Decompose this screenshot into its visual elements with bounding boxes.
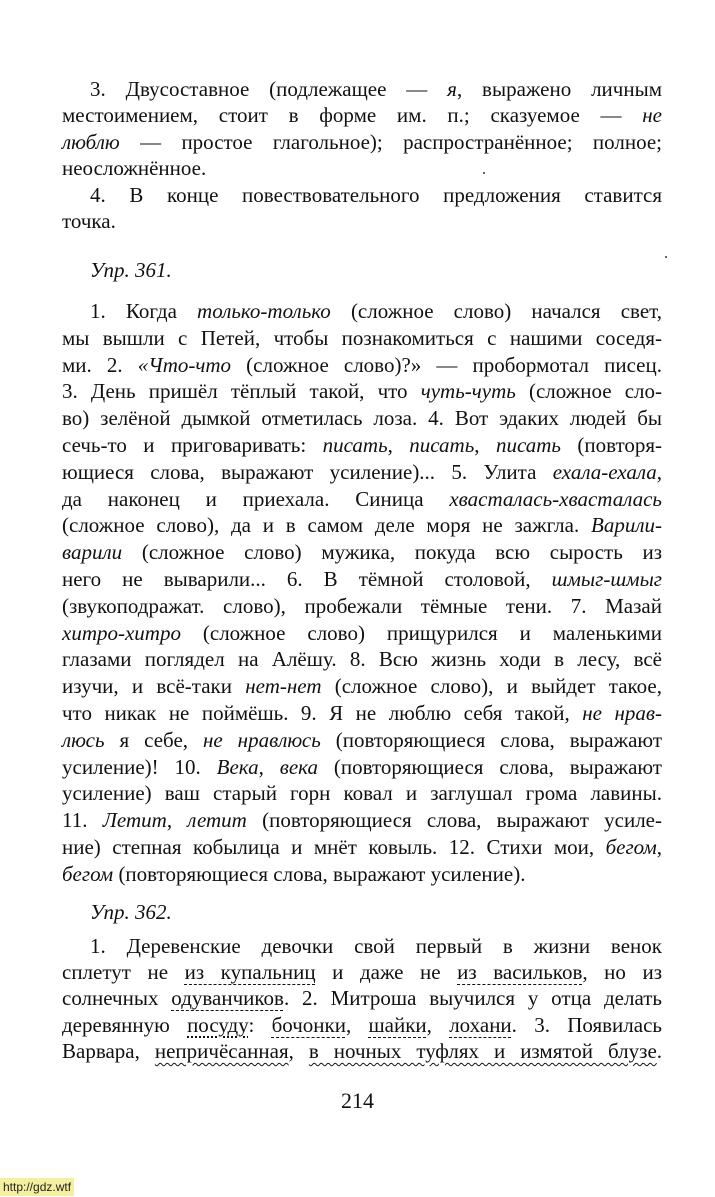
text-run: 11. (62, 808, 103, 833)
text-run: , (258, 754, 280, 779)
text-run: (сложное слово), да и в самом деле моря не зажгла. (62, 513, 592, 538)
text-run: . (656, 1038, 663, 1063)
text-line (90, 182, 662, 208)
text-line (62, 754, 662, 780)
text-run: , (426, 1012, 450, 1037)
italic-text: писать (495, 433, 561, 457)
text-run: Варвара, (62, 1038, 155, 1063)
text-line (62, 727, 662, 753)
text-run: усиление)! 10. (62, 754, 217, 779)
italic-text: хитро-хитро (62, 620, 181, 645)
watermark-link[interactable]: http://gdz.wtf (0, 1178, 74, 1196)
text-line (62, 1012, 662, 1038)
italic-text: Века (216, 754, 259, 779)
text-line (62, 807, 662, 833)
text-run: мы вышли с Петей, чтобы познакомиться с нашими соседя- (62, 325, 662, 350)
text-line (62, 620, 662, 646)
text-run: (повторяющиеся слова, выражают усиле- (246, 808, 662, 833)
text-run: , (474, 433, 496, 457)
text-run: изучи, и всё-таки (62, 674, 246, 699)
text-run: сечь-то и приговаривать: (62, 433, 323, 457)
underlined-text: шайки (368, 1012, 427, 1037)
underlined-text: из купальниц (184, 960, 316, 985)
italic-text: летит (187, 808, 247, 833)
text-run: (звукоподражат. слово), пробежали тёмные тени. 7. Мазай (62, 593, 662, 618)
italic-text: нет-нет (245, 674, 322, 699)
text-run: местоимением, стоит в форме им. п.; сказуемое — (62, 103, 643, 128)
text-line (62, 566, 662, 592)
text-line (62, 378, 662, 404)
exercise-heading: Упр. 361. (90, 258, 172, 282)
underlined-text: из васильков (457, 960, 583, 985)
italic-text: писать (409, 433, 475, 457)
text-line (62, 593, 662, 619)
italic-text: чуть-чуть (420, 379, 516, 404)
text-run: и даже не (315, 960, 458, 985)
underlined-text: бочонки (271, 1012, 346, 1037)
italic-text: люблю (62, 129, 120, 154)
text-run: (сложное слово)?» — пробормотал писец. (231, 352, 662, 377)
text-line (62, 325, 662, 351)
text-run: , но из (582, 960, 662, 985)
text-run: . 3. Появилась (511, 1012, 662, 1037)
italic-text: Варили- (591, 513, 662, 538)
italic-text: Летит (102, 808, 167, 833)
text-run: . 2. Митроша выучился у отца делать (283, 986, 662, 1011)
text-line (62, 861, 662, 887)
text-run: — простое глагольное); распространённое; полное; (119, 129, 662, 154)
text-line (62, 129, 662, 155)
page-number: 214 (341, 1088, 374, 1113)
italic-text: я (447, 77, 457, 101)
text-run: , (387, 433, 410, 457)
italic-text: варили (62, 540, 123, 565)
text-run: (сложное слово) начался свет, (330, 299, 662, 323)
text-line (62, 512, 662, 538)
italic-text: не (642, 103, 662, 128)
text-run: (повторяющиеся слова, выражают (320, 727, 662, 752)
underlined-text: одуванчиков (171, 986, 284, 1011)
italic-text: люсь (62, 727, 105, 752)
text-run: (повторяющиеся слова, выражают (317, 754, 662, 779)
italic-text: «Что-что (137, 352, 232, 377)
text-run: 3. Двусоставное (подлежащее — (90, 77, 448, 101)
text-run: (повторяющиеся слова, выражают усиление). (113, 861, 526, 886)
text-line (62, 102, 662, 128)
underlined-text: в ночных туфлях и измятой блузе (308, 1038, 657, 1063)
text-run: солнечных (62, 986, 172, 1011)
scan-speck (665, 256, 667, 258)
text-line (62, 1038, 662, 1064)
italic-text: не нрав- (582, 701, 662, 725)
text-line (62, 834, 662, 860)
italic-text: хвасталась-хвасталась (449, 486, 662, 511)
text-run: деревянную (62, 1012, 188, 1037)
text-run: , (345, 1012, 369, 1037)
text-run: глазами поглядел на Алёшу. 8. Всю жизнь ходи в лесу, всё (62, 647, 662, 672)
text-run: (сложное слово) мужика, покуда всю сырость из (122, 540, 662, 565)
text-run: ми. 2. (62, 352, 138, 377)
text-run: (сложное сло- (515, 379, 662, 404)
text-line (62, 208, 662, 234)
text-line (62, 352, 662, 378)
text-run: неосложнённое. (62, 156, 207, 181)
text-run: , (166, 808, 188, 833)
text-run: 4. В конце повествовательного предложения ставится (90, 182, 662, 207)
text-run: , (656, 835, 662, 859)
text-line (62, 646, 662, 672)
underlined-text: лохани (449, 1012, 512, 1037)
text-run: ние) степная кобылица и мнёт ковыль. 12. Стихи мои, (62, 835, 606, 859)
text-run: (сложное слово), и выйдет такое, (321, 674, 662, 699)
text-run: 1. Деревенские девочки свой первый в жизни венок (90, 934, 662, 958)
text-run: 1. Когда (90, 299, 198, 323)
text-run: точка. (62, 209, 116, 233)
text-run: 3. День пришёл тёплый такой, что (62, 379, 421, 404)
text-run: (сложное слово) прищурился и маленькими (180, 620, 662, 645)
italic-text: бегом (62, 861, 114, 886)
italic-text: века (279, 754, 318, 779)
text-line (62, 459, 662, 485)
text-run: усиление) ваш старый горн ковал и заглушал грома лавины. (62, 781, 662, 806)
text-line (62, 700, 662, 726)
text-line (62, 959, 662, 985)
text-line (62, 432, 662, 458)
text-line (62, 673, 662, 699)
text-line (90, 298, 662, 324)
text-line (62, 486, 662, 512)
text-run: : (248, 1012, 272, 1037)
text-run: ющиеся слова, выражают усиление)... 5. Улита (62, 459, 553, 484)
text-run: него не выварили... 6. В тёмной столовой, (62, 567, 552, 591)
text-run: , (288, 1038, 309, 1063)
text-run: , (656, 459, 662, 484)
text-run: я себе, (104, 727, 203, 752)
italic-text: не нравлюсь (202, 727, 321, 752)
text-run: (повторя- (560, 433, 663, 457)
exercise-heading: Упр. 362. (90, 900, 172, 924)
text-line (62, 155, 662, 181)
italic-text: только-только (197, 299, 331, 323)
text-run: что никак не поймёшь. 9. Я не люблю себя такой, (62, 701, 583, 725)
italic-text: бегом (605, 835, 657, 859)
text-run: сплетут не (62, 960, 185, 985)
underlined-text: посуду (187, 1012, 249, 1037)
text-run: да наконец и приехала. Синица (62, 486, 450, 511)
italic-text: шмыг-шмыг (551, 567, 662, 591)
italic-text: ехала-ехала (552, 459, 657, 484)
text-run: , выражено личным (456, 77, 662, 101)
italic-text: писать (322, 433, 388, 457)
text-line (62, 780, 662, 806)
text-line (62, 405, 662, 431)
scan-speck (483, 172, 485, 174)
text-line (62, 539, 662, 565)
underlined-text: непричёсанная (154, 1038, 289, 1063)
text-run: во) зелёной дымкой отметилась лоза. 4. Вот эдаких людей бы (62, 406, 662, 431)
text-line (62, 985, 662, 1011)
text-line (90, 76, 662, 102)
text-line (90, 933, 662, 959)
